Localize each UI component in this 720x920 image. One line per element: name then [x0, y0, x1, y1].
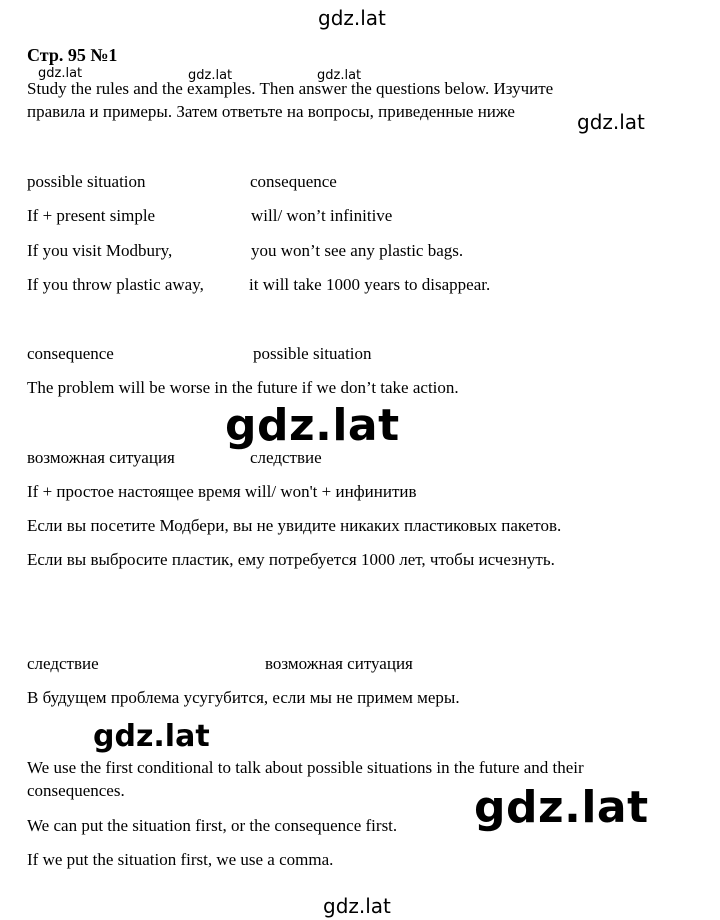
watermark-center-big: gdz.lat	[225, 400, 400, 451]
table-en2-col2-header: possible situation	[253, 344, 372, 363]
rule-line-1a: We use the first conditional to talk about possible situations in the future and their	[27, 758, 584, 777]
table-en-row3-col2: it will take 1000 years to disappear.	[249, 275, 491, 294]
watermark-right-big: gdz.lat	[474, 782, 649, 833]
intro-line-1: Study the rules and the examples. Then answer the questions below. Изучите	[27, 79, 554, 98]
watermark-right-small: gdz.lat	[577, 110, 645, 134]
table-ru2-sentence: В будущем проблема усугубится, если мы не примем меры.	[27, 688, 460, 707]
watermark-top: gdz.lat	[318, 6, 386, 30]
table-ru2-col2-header: возможная ситуация	[265, 654, 413, 673]
table-en2-col1-header: consequence	[27, 344, 114, 363]
table-en-row1-col2: will/ won’t infinitive	[251, 206, 393, 225]
rule-line-1b: consequences.	[27, 781, 125, 800]
watermark-tiny: gdz.lat	[188, 68, 233, 83]
table-en-row3-col1: If you throw plastic away,	[27, 275, 204, 294]
watermark-left-mid: gdz.lat	[93, 719, 210, 754]
intro-line-2: правила и примеры. Затем ответьте на вопросы, приведенные ниже	[27, 102, 515, 121]
table-ru-row3: Если вы выбросите пластик, ему потребуется 1000 лет, чтобы исчезнуть.	[27, 550, 555, 569]
table-ru-col2-header: следствие	[250, 448, 322, 467]
table-en-row1-col1: If + present simple	[27, 206, 156, 225]
table-en-row2-col2: you won’t see any plastic bags.	[251, 241, 464, 260]
table-en2-sentence: The problem will be worse in the future if we don’t take action.	[27, 378, 459, 397]
table-en-col1-header: possible situation	[27, 172, 146, 191]
watermark-tiny: gdz.lat	[317, 68, 362, 83]
rule-line-2: We can put the situation first, or the consequence first.	[27, 816, 398, 835]
table-en-row2-col1: If you visit Modbury,	[27, 241, 173, 260]
watermark-tiny: gdz.lat	[38, 66, 83, 81]
rule-line-3: If we put the situation first, we use a comma.	[27, 850, 334, 869]
table-ru-row2: Если вы посетите Модбери, вы не увидите никаких пластиковых пакетов.	[27, 516, 562, 535]
page-heading: Стр. 95 №1	[27, 45, 118, 65]
table-ru2-col1-header: следствие	[27, 654, 99, 673]
watermark-bottom: gdz.lat	[323, 894, 391, 918]
table-ru-col1-header: возможная ситуация	[27, 448, 175, 467]
table-en-col2-header: consequence	[250, 172, 337, 191]
table-ru-row1: If + простое настоящее время will/ won't + инфинитив	[27, 482, 417, 501]
